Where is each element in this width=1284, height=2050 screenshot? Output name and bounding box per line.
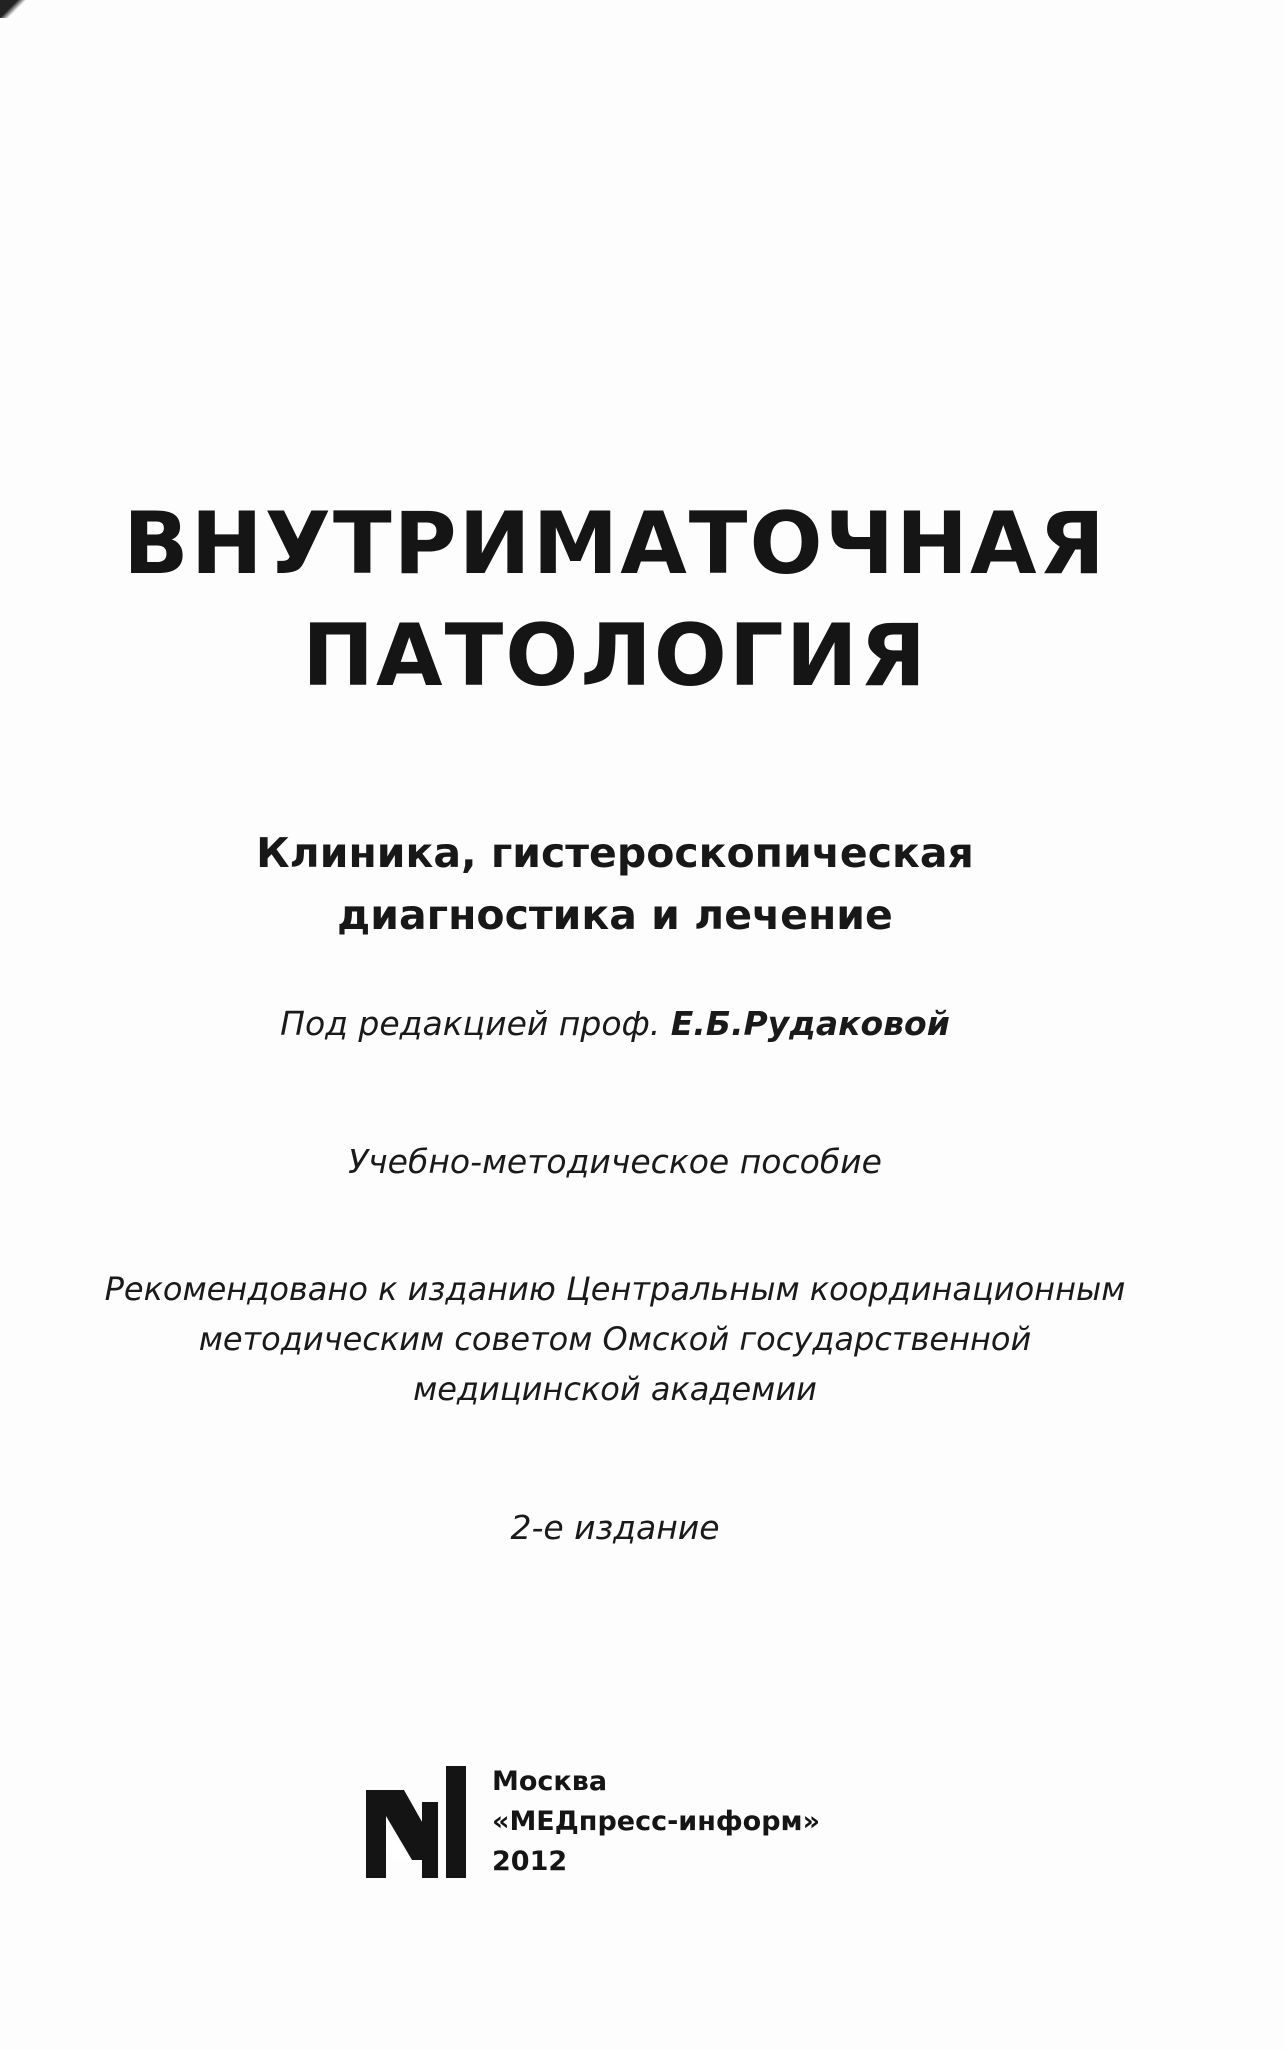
scan-corner-mark (0, 0, 26, 18)
publisher-year: 2012 (492, 1846, 568, 1877)
book-title-line-1: ВНУТРИМАТОЧНАЯ (123, 494, 1107, 594)
book-title-line-2: ПАТОЛОГИЯ (302, 606, 928, 706)
editor-prefix: Под редакцией проф. (280, 1004, 671, 1043)
editor-name: Е.Б.Рудаковой (670, 1004, 950, 1043)
editor-credit (0, 1002, 1230, 1046)
edition-number: 2-е издание (510, 1508, 720, 1547)
book-subtitle-line-1: Клиника, гистероскопическая (256, 829, 974, 877)
publisher-block (364, 1764, 884, 1884)
recommendation-line-2: методическим советом Омской государственной (198, 1320, 1032, 1358)
book-subtitle (0, 822, 1230, 946)
medpress-inform-logo-icon (364, 1764, 470, 1880)
book-title (0, 488, 1230, 712)
publisher-text (492, 1762, 820, 1882)
publisher-name: «МЕДпресс-информ» (492, 1806, 821, 1837)
book-subtitle-line-2: диагностика и лечение (337, 891, 893, 939)
recommendation-line-3: медицинской академии (413, 1370, 817, 1408)
recommendation-line-1: Рекомендовано к изданию Центральным координационным (104, 1270, 1126, 1308)
recommendation-note (0, 1264, 1230, 1414)
manual-type: Учебно-методическое пособие (348, 1142, 882, 1181)
publisher-city: Москва (492, 1766, 608, 1797)
